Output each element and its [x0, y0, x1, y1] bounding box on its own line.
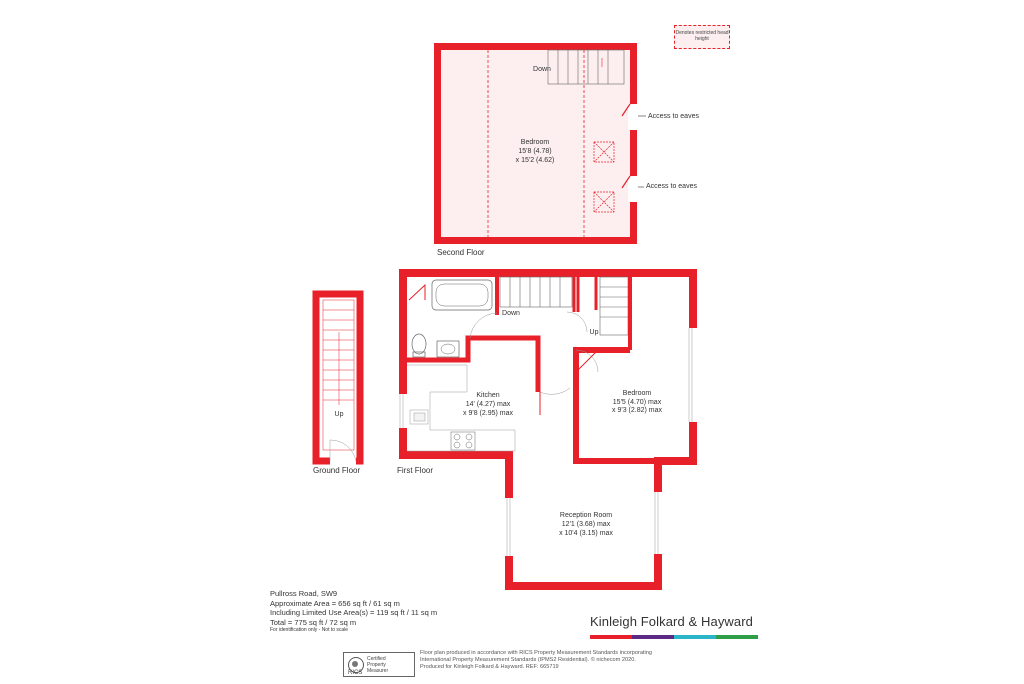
ground-floor-stairs: [323, 300, 354, 450]
disclaimer-line-1: Floor plan produced in accordance with RICS Property Measurement Standards incorporating: [420, 650, 652, 656]
disclaimer-line-3: Produced for Kinleigh Folkard & Hayward. REF: 665719: [420, 664, 559, 671]
first-floor-stairs-down-label: Down: [502, 310, 520, 317]
brand-bar-segment-3: [674, 635, 716, 639]
legend-text: Denotes restricted head height: [675, 30, 729, 42]
first-floor-stairs-up-label: Up: [589, 329, 599, 336]
reception-room-dim1: 12'1 (3.68) max: [561, 521, 611, 528]
first-floor-plan: [398, 273, 698, 586]
agent-brand-name: Kinleigh Folkard & Hayward: [590, 614, 754, 629]
eaves-access-label-1: Access to eaves: [648, 113, 699, 120]
rics-line-2: Property: [367, 661, 386, 668]
eaves-access-label-2: Access to eaves: [646, 183, 697, 190]
first-floor-stairs-up: [600, 277, 628, 335]
total-area: Total = 775 sq ft / 72 sq m: [270, 617, 357, 627]
restricted-height-legend: [674, 25, 730, 49]
ground-floor-walls: [316, 294, 360, 461]
ground-floor-label: Ground Floor: [313, 466, 361, 475]
reception-room-name: Reception Room: [559, 512, 613, 519]
rics-mark: RICS: [348, 670, 363, 676]
brand-bar-segment-1: [590, 635, 632, 639]
basin: [437, 341, 459, 357]
area-info: [270, 589, 437, 634]
kitchen-dim1: 14' (4.27) max: [465, 401, 511, 408]
ground-floor-stairs-label: Up: [334, 411, 344, 418]
second-floor-bedroom-dim2: x 15'2 (4.62): [515, 157, 555, 164]
second-floor-stairs-label: Down: [533, 66, 551, 73]
kitchen-name: Kitchen: [476, 392, 500, 399]
first-floor-bedroom-dim2: x 9'3 (2.82) max: [612, 407, 662, 414]
approximate-area: Approximate Area = 656 sq ft / 61 sq m: [270, 598, 400, 608]
limited-use-area: Including Limited Use Area(s) = 119 sq ft / 11 sq m: [270, 608, 438, 617]
first-floor-bedroom-name: Bedroom: [622, 390, 652, 397]
rics-badge: [343, 652, 415, 677]
ground-floor-plan: [316, 294, 360, 465]
measurement-disclaimer: [420, 650, 700, 672]
brand-bar-segment-2: [632, 635, 674, 639]
first-floor-outer-walls: [403, 273, 693, 586]
address: Pullross Road, SW9: [270, 589, 338, 598]
first-floor-label: First Floor: [397, 466, 433, 475]
identification-note: For identification only - Not to scale: [270, 627, 349, 633]
kitchen-dim2: x 9'8 (2.95) max: [463, 410, 513, 417]
rics-line-1: Certified: [367, 655, 386, 662]
first-floor-stairs-down: [500, 277, 572, 307]
second-floor-bedroom-dim1: 15'8 (4.78): [518, 148, 552, 155]
disclaimer-line-2: International Property Measurement Standards (IPMS2 Residential). © nichecom 2020.: [420, 657, 636, 664]
second-floor-label: Second Floor: [437, 248, 485, 257]
toilet: [412, 334, 426, 354]
brand-color-bar: [590, 635, 758, 639]
hob: [451, 432, 475, 450]
second-floor-bedroom-name: Bedroom: [520, 139, 550, 146]
first-floor-bedroom-dim1: 15'5 (4.70) max: [612, 399, 662, 406]
brand-bar-segment-4: [716, 635, 758, 639]
reception-room-dim2: x 10'4 (3.15) max: [559, 530, 613, 537]
rics-line-3: Measurer: [367, 667, 389, 674]
